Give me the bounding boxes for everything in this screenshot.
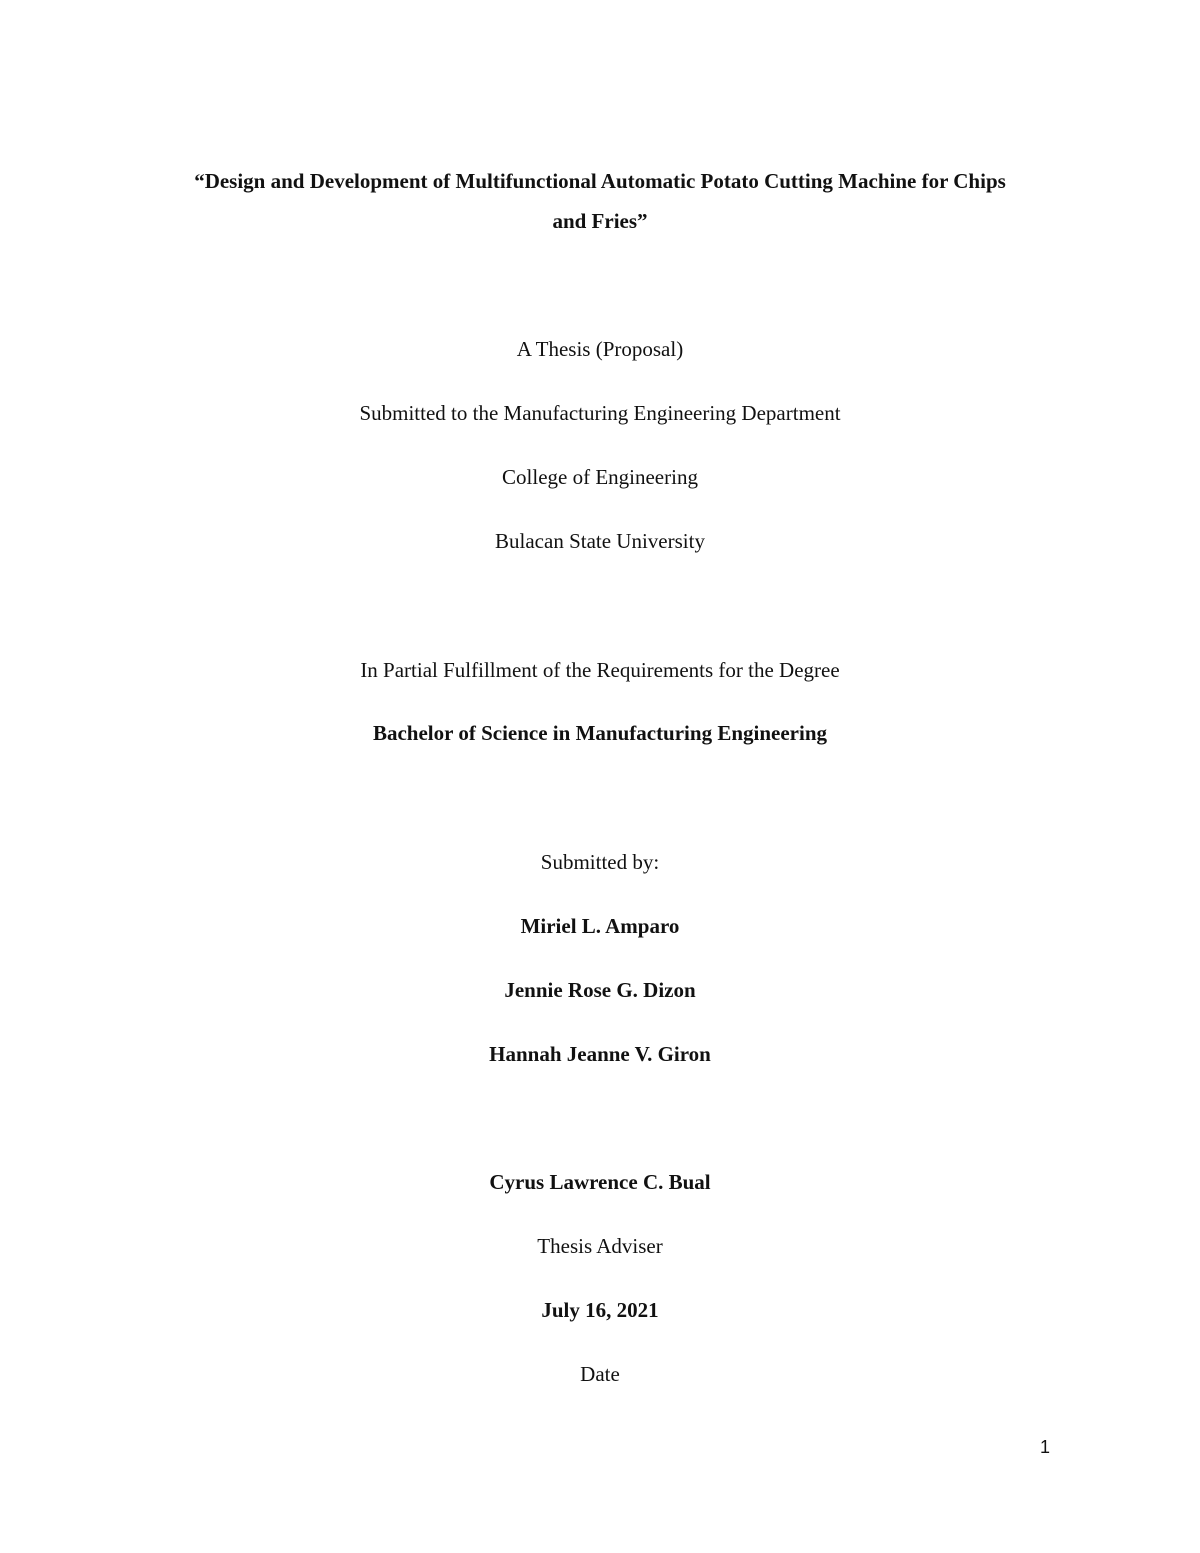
- adviser-label: Thesis Adviser: [537, 1234, 663, 1258]
- college-name: College of Engineering: [502, 465, 698, 489]
- date-label: Date: [580, 1362, 620, 1386]
- fulfillment-statement: In Partial Fulfillment of the Requirements for the Degree: [360, 658, 840, 682]
- date-value: July 16, 2021: [541, 1298, 659, 1322]
- submitted-by-label: Submitted by:: [540, 850, 660, 874]
- title-line-2: and Fries”: [552, 209, 648, 233]
- author-name: Miriel L. Amparo: [520, 914, 680, 938]
- university-name: Bulacan State University: [495, 529, 705, 553]
- author-name: Jennie Rose G. Dizon: [504, 978, 696, 1002]
- page-number: 1: [1040, 1437, 1051, 1457]
- degree-name: Bachelor of Science in Manufacturing Engineering: [372, 721, 827, 745]
- author-name: Hannah Jeanne V. Giron: [489, 1042, 711, 1066]
- submitted-to: Submitted to the Manufacturing Engineering Department: [359, 401, 841, 425]
- thesis-type: A Thesis (Proposal): [516, 337, 684, 361]
- title-line-1: “Design and Development of Multifunctional Automatic Potato Cutting Machine for Chips: [194, 169, 1006, 193]
- adviser-name: Cyrus Lawrence C. Bual: [489, 1170, 711, 1194]
